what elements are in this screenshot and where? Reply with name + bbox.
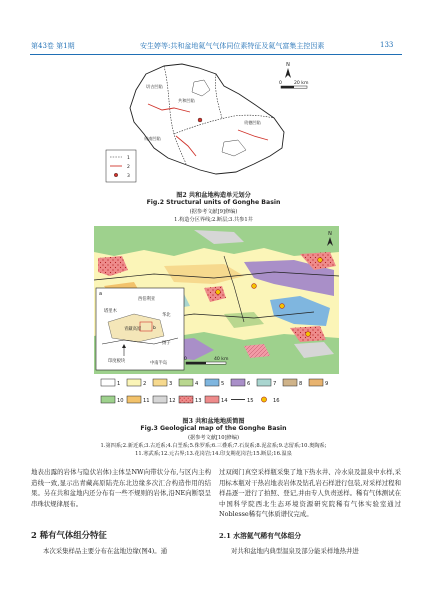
- body-left-intro: 地表出露的岩体与隐伏岩体)主体呈NW向带状分布,与区内主构造线一致,显示出青藏高原陆壳东北边缘多次汇合构造作用的结果。另在共和盆地内还分布有一些不规则的岩体,沿NE向断裂呈串珠状规律展布。: [31, 468, 211, 508]
- fig2-scale-20: 20 km: [294, 81, 309, 86]
- svg-text:16: 16: [273, 398, 280, 404]
- fig2-caption-en: Fig.2 Structural units of Gonghe Basin: [146, 199, 281, 206]
- fig3-source: (据参考文献[10]修编): [187, 435, 239, 441]
- fig3-inset-label-5: 中南半岛: [150, 361, 168, 366]
- hot-spring-4: [252, 284, 257, 289]
- fig3-inset-a: a: [99, 291, 103, 297]
- fig3-legend-line1: 1.第四系;2.新近系;3.古近系;4.白垩系;5.侏罗系;6.三叠系;7.石炭系;8.泥盆系;9.志留系;10.奥陶系;: [100, 443, 327, 449]
- svg-text:14: 14: [221, 398, 228, 404]
- header-rule: [30, 54, 402, 55]
- fig2-caption-zh: 图2 共和盆地构造单元划分: [176, 192, 251, 199]
- fig3-legend-item-11: [127, 396, 150, 404]
- hot-spring-3: [306, 332, 311, 337]
- fig2-basin-outline: [130, 64, 284, 174]
- fig2-label-0: 贵南凹陷: [144, 136, 161, 141]
- svg-text:12: 12: [169, 398, 176, 404]
- svg-text:7: 7: [273, 381, 277, 387]
- svg-text:10: 10: [117, 398, 124, 404]
- fig3-north-label: N: [328, 231, 332, 237]
- fig2-legend-text: 1.构造分区界线;2.断层;3.共参1井: [174, 217, 253, 223]
- fig2-legend-2: 2: [127, 165, 130, 170]
- fig2-structural-map: [104, 60, 324, 188]
- fig3-inset-label-0: 西伯利亚: [138, 297, 156, 302]
- journal-volume: 第43卷 第1期: [31, 42, 75, 50]
- fig3-legend-item-15: [231, 398, 254, 404]
- svg-text:9: 9: [325, 381, 329, 387]
- hot-spring-2: [280, 304, 285, 309]
- fig2-scale-0: 0: [279, 81, 282, 86]
- svg-text:13: 13: [195, 398, 202, 404]
- subsection-2-1-title: 2.1 水溶氦气稀有气体组分: [219, 532, 302, 540]
- fig3-inset-label-1: 塔里木: [104, 309, 117, 314]
- fig2-label-3: 切吉凹陷: [146, 84, 163, 89]
- hot-spring-1: [216, 290, 221, 295]
- fig3-scale-0: 0: [184, 357, 187, 362]
- fig2-label-1: 共和凹陷: [178, 98, 195, 103]
- fig3-legend: [95, 377, 335, 413]
- fig3-caption-en: Fig.3 Geological map of the Gonghe Basin: [140, 425, 287, 432]
- fig3-legend-item-10: [101, 396, 124, 404]
- fig3-legend-item-1: [101, 379, 120, 387]
- fig3-inset-label-3: 扬子: [162, 341, 171, 346]
- fig2-north-label: N: [286, 62, 290, 68]
- running-title: 安生婷等:共和盆地氦气气体同位素特征及氦气富集主控因素: [140, 42, 325, 50]
- svg-text:3: 3: [169, 381, 173, 387]
- fig2-source: (据参考文献[9]修编): [189, 209, 238, 215]
- svg-text:6: 6: [247, 381, 251, 387]
- svg-text:5: 5: [221, 381, 225, 387]
- fig3-inset-b: b: [153, 326, 156, 331]
- fig3-inset-label-6: 青藏高原: [124, 327, 142, 332]
- body-left-p2: 本次采集样品主要分布在盆地边缘(图4)。通: [43, 547, 168, 555]
- fig3-legend-item-2: [127, 379, 146, 387]
- hot-spring-5: [318, 258, 323, 263]
- fig3-legend-item-12: [153, 396, 176, 404]
- fig3-scale-40: 40 km: [214, 357, 229, 362]
- section-2-title: 2 稀有气体组分特征: [31, 530, 107, 540]
- svg-text:2: 2: [143, 381, 147, 387]
- fig3-legend-item-5: [205, 379, 224, 387]
- svg-text:11: 11: [143, 398, 150, 404]
- svg-text:1: 1: [117, 381, 121, 387]
- fig3-caption-zh: 图3 共和盆地地质简图: [182, 418, 245, 425]
- fig3-legend-item-3: [153, 379, 172, 387]
- body-right-p1: 过双阀门真空采样瓶采集了地下热水井、冷水泉及温泉中水样,采用标本瓶对干热岩地表岩体及钻孔岩石样进行包装,对采样过程和样品逐一进行了拍照、登记,并由专人负责送样。稀有气体测试在中国科学院西北生态环境资源研究院稀有气体实验室通过Noblesse稀有气体质谱仪完成。: [219, 468, 401, 519]
- fig3-legend-item-16: [261, 397, 279, 404]
- svg-text:8: 8: [299, 381, 303, 387]
- fig2-legend-1: 1: [127, 156, 130, 161]
- fig2-legend-3: 3: [127, 174, 130, 179]
- fig3-legend-item-7: [257, 379, 276, 387]
- svg-text:4: 4: [195, 381, 199, 387]
- fig3-geological-map: [94, 226, 339, 374]
- fig2-north-arrow-icon: [285, 68, 291, 78]
- fig3-legend-line2: 11.寒武系;12.元古界;13.花岗岩;14.印支期花岗岩;15.断层;16.温泉: [135, 451, 292, 457]
- fig3-legend-item-4: [179, 379, 199, 387]
- svg-text:15: 15: [247, 398, 254, 404]
- fig3-inset-label-2: 华北: [162, 313, 171, 318]
- fig2-label-2: 贵德凹陷: [244, 120, 261, 125]
- fig2-well-gongcan1: [198, 118, 202, 122]
- body-right-p2: 对共和盆地内典型温泉及部分能采样地热井进: [231, 547, 359, 555]
- fig3-legend-item-6: [231, 379, 250, 387]
- fig3-inset-label-4: 印度板块: [108, 359, 126, 364]
- fig3-legend-item-9: [309, 379, 328, 387]
- fig3-legend-item-8: [283, 379, 302, 387]
- page-number: 133: [380, 41, 394, 49]
- fig3-legend-item-13: [179, 396, 202, 404]
- fig3-legend-item-14: [205, 396, 228, 404]
